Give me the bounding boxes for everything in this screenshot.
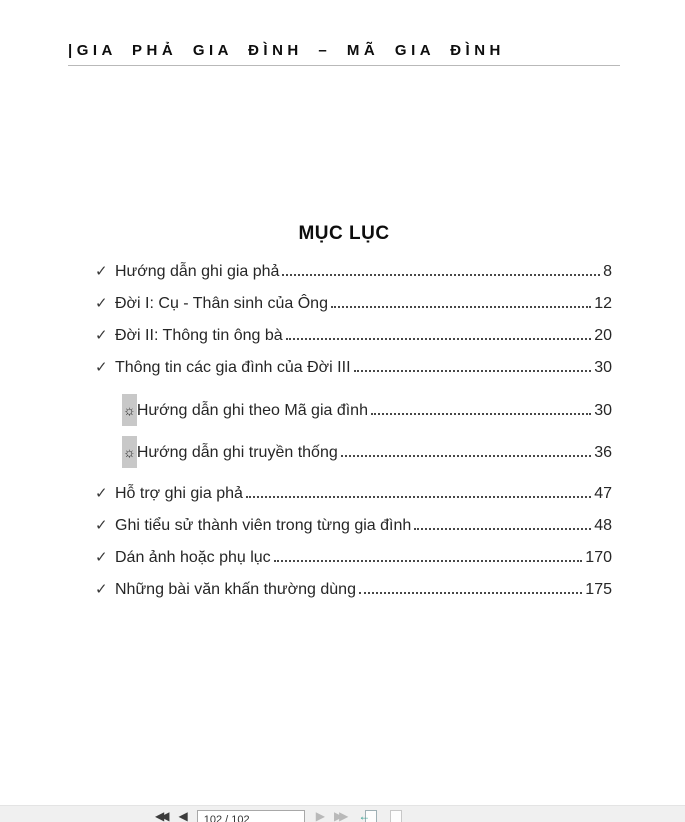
gear-icon: ☼ bbox=[122, 436, 137, 468]
check-icon: ✓ bbox=[95, 359, 108, 376]
last-page-button[interactable]: ▶▶ bbox=[333, 809, 345, 822]
check-icon: ✓ bbox=[95, 581, 108, 598]
toc-entry-label: Thông tin các gia đình của Đời III bbox=[115, 359, 351, 376]
toc-entry-label: Hỗ trợ ghi gia phả bbox=[115, 485, 243, 502]
viewer-toolbar-controls bbox=[155, 806, 685, 822]
dot-leader bbox=[274, 560, 583, 562]
toc-entry-page: 8 bbox=[603, 263, 612, 280]
page-shape-icon bbox=[390, 810, 402, 822]
check-icon: ✓ bbox=[95, 485, 108, 502]
previous-view-button[interactable] bbox=[358, 809, 377, 822]
toc-entry-page: 20 bbox=[594, 327, 612, 344]
toc-entry[interactable] bbox=[95, 320, 612, 352]
toc-entry-label: Hướng dẫn ghi truyền thống bbox=[136, 444, 338, 461]
dot-leader bbox=[371, 413, 591, 415]
toc-entry[interactable] bbox=[95, 352, 612, 384]
check-icon: ✓ bbox=[95, 263, 108, 280]
toc-entry[interactable] bbox=[95, 256, 612, 288]
first-page-button[interactable]: ◀◀ bbox=[155, 809, 166, 822]
toc-entry-label: Hướng dẫn ghi theo Mã gia đình bbox=[136, 402, 368, 419]
dot-leader bbox=[414, 528, 591, 530]
dot-leader bbox=[331, 306, 591, 308]
check-icon: ✓ bbox=[95, 327, 108, 344]
toc-entry[interactable] bbox=[122, 394, 612, 426]
toc-entry-label: Đời II: Thông tin ông bà bbox=[115, 327, 283, 344]
toc-entry-label: Hướng dẫn ghi gia phả bbox=[115, 263, 280, 280]
toc-entry-label: Ghi tiểu sử thành viên trong từng gia đình bbox=[115, 517, 412, 534]
dot-leader bbox=[354, 370, 592, 372]
toc-entry[interactable] bbox=[95, 574, 612, 606]
gear-icon: ☼ bbox=[122, 394, 137, 426]
toc-entry-page: 170 bbox=[585, 549, 612, 566]
toc-entry-label: Đời I: Cụ - Thân sinh của Ông bbox=[115, 295, 328, 312]
viewer-toolbar bbox=[0, 805, 685, 822]
next-page-button[interactable]: ▶ bbox=[315, 809, 325, 822]
toc-entry[interactable] bbox=[95, 510, 612, 542]
check-icon: ✓ bbox=[95, 549, 108, 566]
toc-entry-page: 48 bbox=[594, 517, 612, 534]
page-number-input[interactable]: 102 / 102 bbox=[197, 810, 305, 822]
dot-leader bbox=[246, 496, 591, 498]
toc-entry-label: Những bài văn khấn thường dùng bbox=[115, 581, 356, 598]
toc-entry-label: Dán ảnh hoặc phụ lục bbox=[115, 549, 271, 566]
dot-leader bbox=[286, 338, 592, 340]
toc-entry-page: 47 bbox=[594, 485, 612, 502]
dot-leader bbox=[341, 455, 591, 457]
document-header bbox=[68, 42, 620, 66]
dot-leader bbox=[282, 274, 600, 276]
toc-entry-page: 12 bbox=[594, 295, 612, 312]
toc-entry[interactable] bbox=[95, 542, 612, 574]
toc-entry[interactable] bbox=[95, 478, 612, 510]
document-header-title: |GIA PHẢ GIA ĐÌNH – MÃ GIA ĐÌNH bbox=[68, 42, 505, 59]
previous-view-arrow-icon: ← bbox=[358, 809, 371, 822]
check-icon: ✓ bbox=[95, 295, 108, 312]
toc-entry-page: 30 bbox=[594, 402, 612, 419]
toc-list bbox=[95, 256, 612, 606]
toc-entry-page: 175 bbox=[585, 581, 612, 598]
toc-entry-page: 30 bbox=[594, 359, 612, 376]
toc-entry-page: 36 bbox=[594, 444, 612, 461]
check-icon: ✓ bbox=[95, 517, 108, 534]
next-view-button[interactable] bbox=[386, 810, 402, 822]
toc-entry[interactable] bbox=[95, 288, 612, 320]
toc-title: MỤC LỤC bbox=[298, 223, 390, 244]
toc-entry[interactable] bbox=[122, 436, 612, 468]
previous-page-button[interactable]: ◀ bbox=[178, 809, 188, 822]
dot-leader bbox=[359, 592, 582, 594]
